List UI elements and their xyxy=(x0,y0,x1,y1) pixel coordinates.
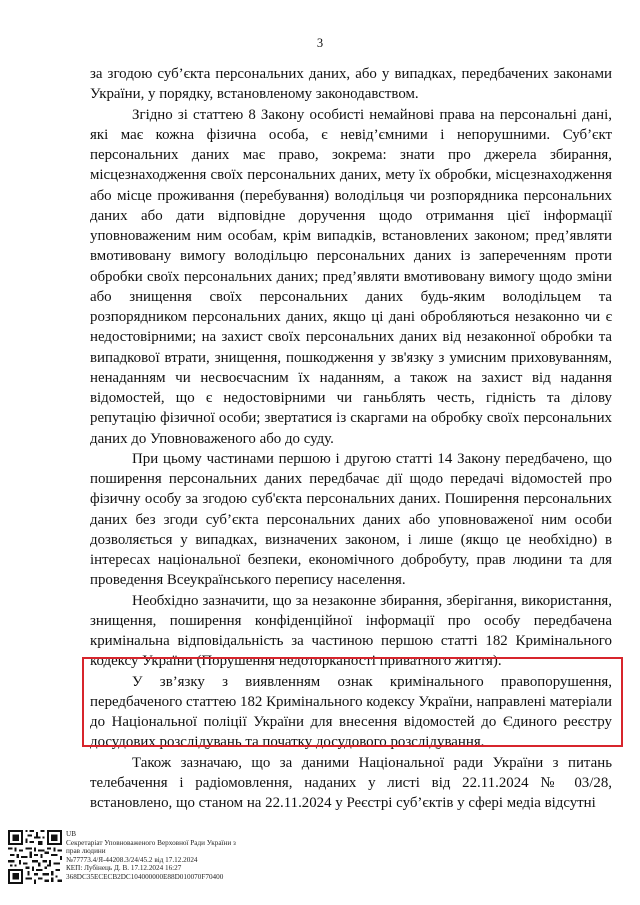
stamp-line-code: UB xyxy=(66,830,76,838)
registration-stamp xyxy=(8,830,308,900)
paragraph-consent-continuation: за згодою суб’єкта персональних даних, або у випадках, передбачених законами України, у порядку, встановленому законодавством. xyxy=(90,66,612,103)
paragraph-article-14-dissemination: При цьому частинами першою і другою статті 14 Закону передбачено, що поширення персональних даних передбачає дії щодо передачі відомостей про фізичну особу за згодою суб'єкта персональних даних. Поширення персональних даних без згоди суб’єкта персональних даних або уповноваженої ним особи дозволяється у випадках, визначених законом, і лише (якщо це необхідно) в інтересах національної безпеки, економічного добробуту, прав людини та для проведення Всеукраїнського перепису населення. xyxy=(90,450,612,589)
stamp-line-registration: №77773.4/Я-44208.3/24/45.2 від 17.12.2024 xyxy=(66,855,198,864)
stamp-line-organization: Секретаріат Уповноваженого Верховної Ради України з xyxy=(66,838,236,847)
page-number: 3 xyxy=(316,36,324,50)
paragraph-national-council: Також зазначаю, що за даними Національної ради України з питань телебачення і радіомовлення, наданих у листі від 22.11.2024 № 03/28, встановлено, що станом на 22.11.2024 у Реєстрі суб’єктів у сфері медіа відсутні xyxy=(90,754,612,811)
qr-code-icon xyxy=(8,830,62,884)
stamp-line-certificate: 368DC35ECECB2DC104000000E88D010070F70400 xyxy=(66,872,224,881)
paragraph-criminal-liability: Необхідно зазначити, що за незаконне збирання, зберігання, використання, знищення, поширення конфіденційної інформації про особу передбачена кримінальна відповідальність за частиною першою статті 182 Кримінального кодексу України (Порушення недоторканості приватного життя). xyxy=(90,592,612,670)
stamp-text xyxy=(66,830,306,882)
stamp-line-signature: КЕП: Лубінець Д. В. 17.12.2024 16:27 xyxy=(66,864,182,873)
stamp-line-organization-cont: прав людини xyxy=(66,847,106,856)
highlight-annotation-box xyxy=(82,657,623,747)
paragraph-police-referral: У зв’язку з виявленням ознак кримінального правопорушення, передбаченого статтею 182 Кримінального кодексу України, направлені матеріали до Національної поліції України для внесення відомостей до Єдиного реєстру досудових розслідувань та початку досудового розслідування. xyxy=(90,673,612,751)
paragraph-article-8-rights: Згідно зі статтею 8 Закону особисті немайнові права на персональні дані, які має кожна фізична особа, є невід’ємними і непорушними. Суб’єкт персональних даних має право, зокрема: знати про джерела збирання, місцезнаходження своїх персональних даних, мету їх обробки, місцезнаходження або місце проживання (перебування) володільця чи розпорядника персональних даних або дати відповідне доручення щодо отримання цієї інформації уповноваженим ним особам, крім випадків, встановлених законом; пред’являти вмотивовану вимогу володільцю персональних даних із запереченням проти обробки своїх персональних даних; пред’являти вмотивовану вимогу щодо зміни або знищення своїх персональних даних будь-яким володільцем та розпорядником персональних даних, якщо ці дані обробляються незаконно чи є недостовірними; на захист своїх персональних даних від незаконної обробки та випадкової втрати, знищення, пошкодження у зв'язку з умисним приховуванням, ненаданням чи несвоєчасним їх наданням, а також на захист від надання відомостей, що є недостовірними чи ганьблять честь, гідність та ділову репутацію фізичної особи; звертатися із скаргами на обробку своїх персональних даних до Уповноваженого або до суду. xyxy=(90,106,612,447)
